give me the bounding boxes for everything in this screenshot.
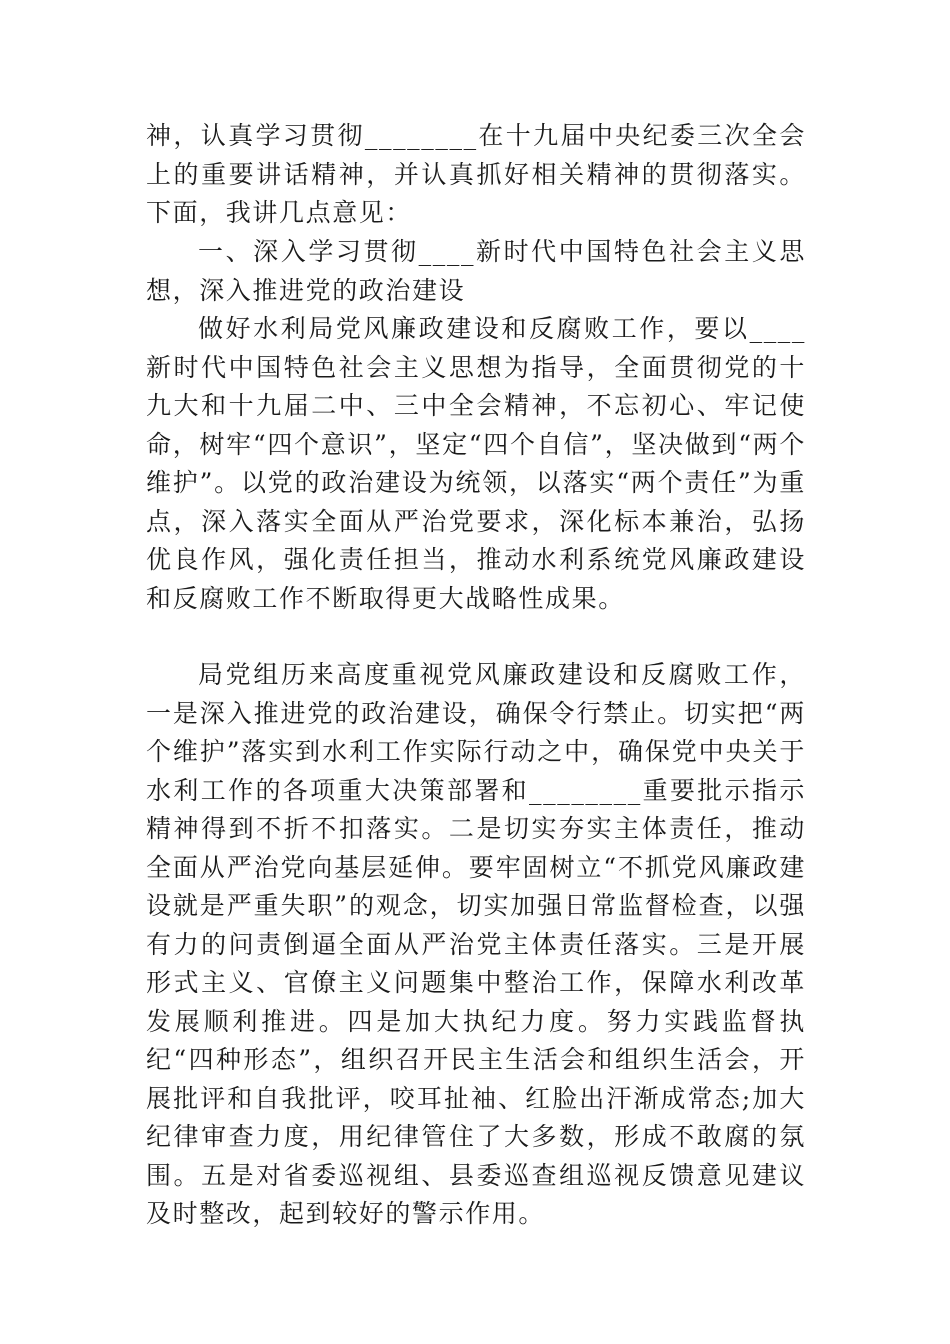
paragraph-work-review: 局党组历来高度重视党风廉政建设和反腐败工作，一是深入推进党的政治建设，确保令行禁止。切实把“两个维护”落实到水利工作实际行动之中，确保党中央关于水利工作的各项重大决策部署和________重要批示指示精神得到不折不扣落实。二是切实夯实主体责任，推动全面从严治党向基层延伸。要牢固树立“不抓党风廉政建设就是严重失职”的观念，切实加强日常监督检查，以强有力的问责倒逼全面从严治党主体责任落实。三是开展形式主义、官僚主义问题集中整治工作，保障水利改革发展顺利推进。四是加大执纪力度。努力实践监督执纪“四种形态”，组织召开民主生活会和组织生活会，开展批评和自我批评，咬耳扯袖、红脸出汗渐成常态;加大纪律审查力度，用纪律管住了大多数，形成不敢腐的氛围。五是对省委巡视组、县委巡查组巡视反馈意见建议及时整改，起到较好的警示作用。 [146, 660, 806, 1228]
section-heading: 一、深入学习贯彻____新时代中国特色社会主义思想，深入推进党的政治建设 [146, 237, 806, 305]
paragraph-continuation: 神，认真学习贯彻________在十九届中央纪委三次全会上的重要讲话精神，并认真抓好相关精神的贯彻落实。下面，我讲几点意见： [146, 121, 806, 227]
paragraph-guidance: 做好水利局党风廉政建设和反腐败工作，要以____新时代中国特色社会主义思想为指导，全面贯彻党的十九大和十九届二中、三中全会精神，不忘初心、牢记使命，树牢“四个意识”，坚定“四个自信”，坚决做到“两个维护”。以党的政治建设为统领，以落实“两个责任”为重点，深入落实全面从严治党要求，深化标本兼治，弘扬优良作风，强化责任担当，推动水利系统党风廉政建设和反腐败工作不断取得更大战略性成果。 [146, 314, 806, 613]
